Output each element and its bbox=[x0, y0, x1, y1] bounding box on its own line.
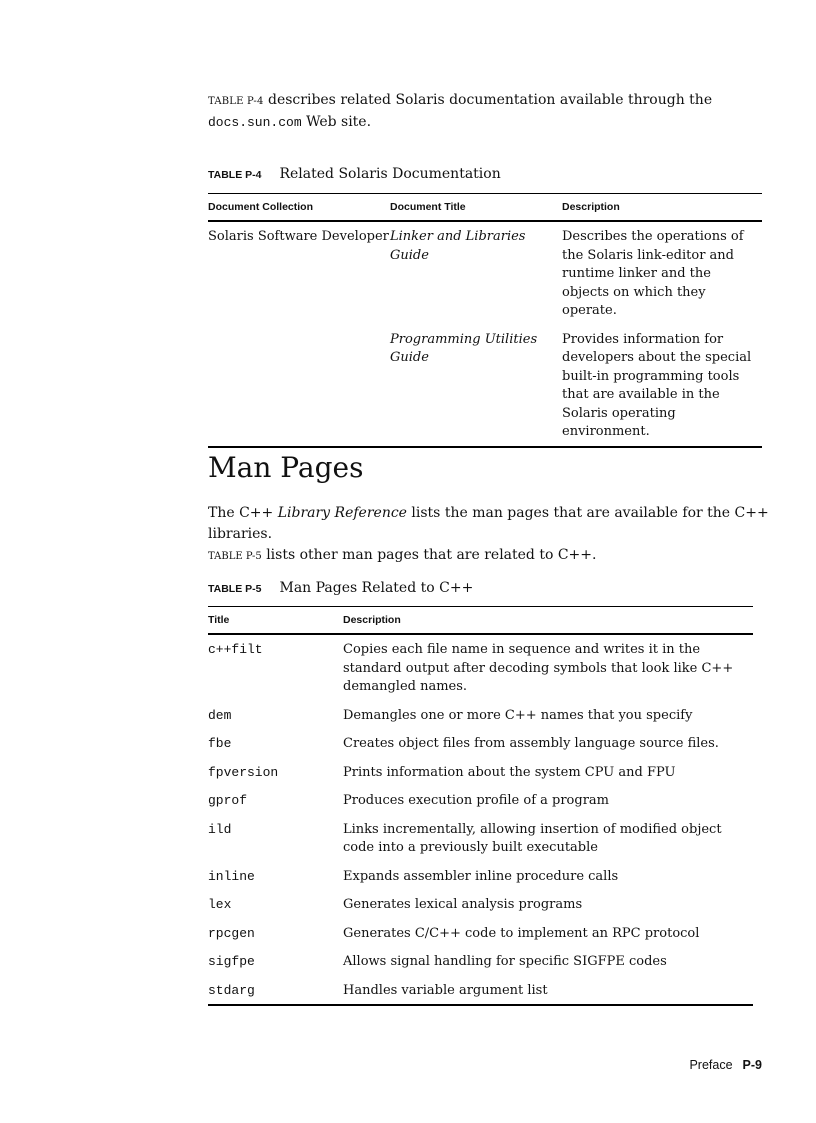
man-page-description: Links incrementally, allowing insertion of modified object code into a previously built executable bbox=[343, 821, 722, 855]
doc-collection bbox=[208, 325, 390, 447]
section-heading: Man Pages bbox=[208, 451, 364, 484]
related-docs-table bbox=[208, 193, 762, 448]
doc-title: Programming Utilities Guide bbox=[390, 331, 538, 365]
page-number: P-9 bbox=[742, 1058, 762, 1072]
table-row bbox=[208, 919, 753, 948]
man-page-description: Copies each file name in sequence and writes it in the standard output after decoding symbols that look like C++ demangled names. bbox=[343, 642, 734, 694]
table-reference[interactable]: TABLE P-5 bbox=[208, 551, 262, 562]
table-row bbox=[208, 701, 753, 730]
man-page-description: Handles variable argument list bbox=[343, 982, 548, 998]
column-header: Title bbox=[208, 614, 230, 626]
table-row bbox=[208, 815, 753, 862]
man-page-title: inline bbox=[208, 868, 255, 884]
man-pages-table bbox=[208, 606, 753, 1006]
table-title: Related Solaris Documentation bbox=[279, 166, 501, 182]
man-page-title: lex bbox=[208, 897, 232, 912]
table-p4-caption bbox=[208, 165, 501, 184]
man-page-title: sigfpe bbox=[208, 954, 255, 969]
doc-title: Linker and Libraries Guide bbox=[390, 229, 526, 263]
man-page-title: dem bbox=[208, 707, 232, 723]
para-text: lists the man pages that are available for the C++ libraries. bbox=[208, 505, 769, 542]
para-text: lists other man pages that are related to C++. bbox=[261, 547, 597, 563]
table-row bbox=[208, 786, 753, 815]
man-page-description: Produces execution profile of a program bbox=[343, 793, 609, 808]
para-text: The C++ bbox=[208, 505, 278, 521]
book-title: Library Reference bbox=[277, 505, 407, 521]
column-header: Description bbox=[562, 201, 620, 213]
man-page-description: Allows signal handling for specific SIGFPE codes bbox=[343, 954, 667, 969]
table-row bbox=[208, 976, 753, 1006]
man-page-title: fbe bbox=[208, 736, 232, 751]
man-page-description: Prints information about the system CPU and FPU bbox=[343, 764, 676, 780]
table-title: Man Pages Related to C++ bbox=[279, 580, 474, 596]
footer-section: Preface bbox=[689, 1058, 733, 1072]
man-page-description: Demangles one or more C++ names that you specify bbox=[343, 707, 693, 723]
table-row bbox=[208, 634, 753, 701]
table-row bbox=[208, 890, 753, 919]
man-page-title: gprof bbox=[208, 793, 248, 808]
man-page-title: c++filt bbox=[208, 642, 263, 657]
doc-collection: Solaris Software Developer bbox=[208, 229, 389, 244]
table-reference[interactable]: TABLE P-4 bbox=[208, 96, 264, 107]
column-header: Document Title bbox=[390, 201, 466, 213]
man-page-description: Expands assembler inline procedure calls bbox=[343, 868, 619, 884]
man-page-description: Creates object files from assembly language source files. bbox=[343, 736, 719, 751]
man-page-description: Generates lexical analysis programs bbox=[343, 897, 583, 912]
man-pages-paragraph bbox=[208, 503, 778, 567]
man-page-title: rpcgen bbox=[208, 925, 255, 941]
intro-text: describes related Solaris documentation available through the bbox=[263, 92, 713, 108]
man-page-title: fpversion bbox=[208, 764, 279, 780]
table-label: TABLE P-4 bbox=[208, 169, 262, 181]
doc-description: Provides information for developers about the special built-in programming tools that are available in the Solaris operating environment. bbox=[562, 331, 752, 439]
column-header: Description bbox=[343, 614, 401, 626]
table-row bbox=[208, 221, 762, 325]
intro-paragraph bbox=[208, 90, 768, 133]
table-row bbox=[208, 729, 753, 758]
man-page-title: stdarg bbox=[208, 982, 255, 998]
table-row bbox=[208, 325, 762, 447]
table-row bbox=[208, 947, 753, 976]
doc-description: Describes the operations of the Solaris link-editor and runtime linker and the objects on which they operate. bbox=[562, 229, 744, 318]
table-p5-caption bbox=[208, 579, 473, 598]
table-row bbox=[208, 862, 753, 891]
man-page-title: ild bbox=[208, 821, 232, 837]
column-header: Document Collection bbox=[208, 201, 314, 213]
table-label: TABLE P-5 bbox=[208, 583, 262, 595]
intro-text-end: Web site. bbox=[301, 114, 372, 130]
table-row bbox=[208, 758, 753, 787]
man-page-description: Generates C/C++ code to implement an RPC protocol bbox=[343, 925, 700, 941]
site-url[interactable]: docs.sun.com bbox=[208, 115, 302, 130]
page-footer bbox=[600, 1058, 762, 1072]
